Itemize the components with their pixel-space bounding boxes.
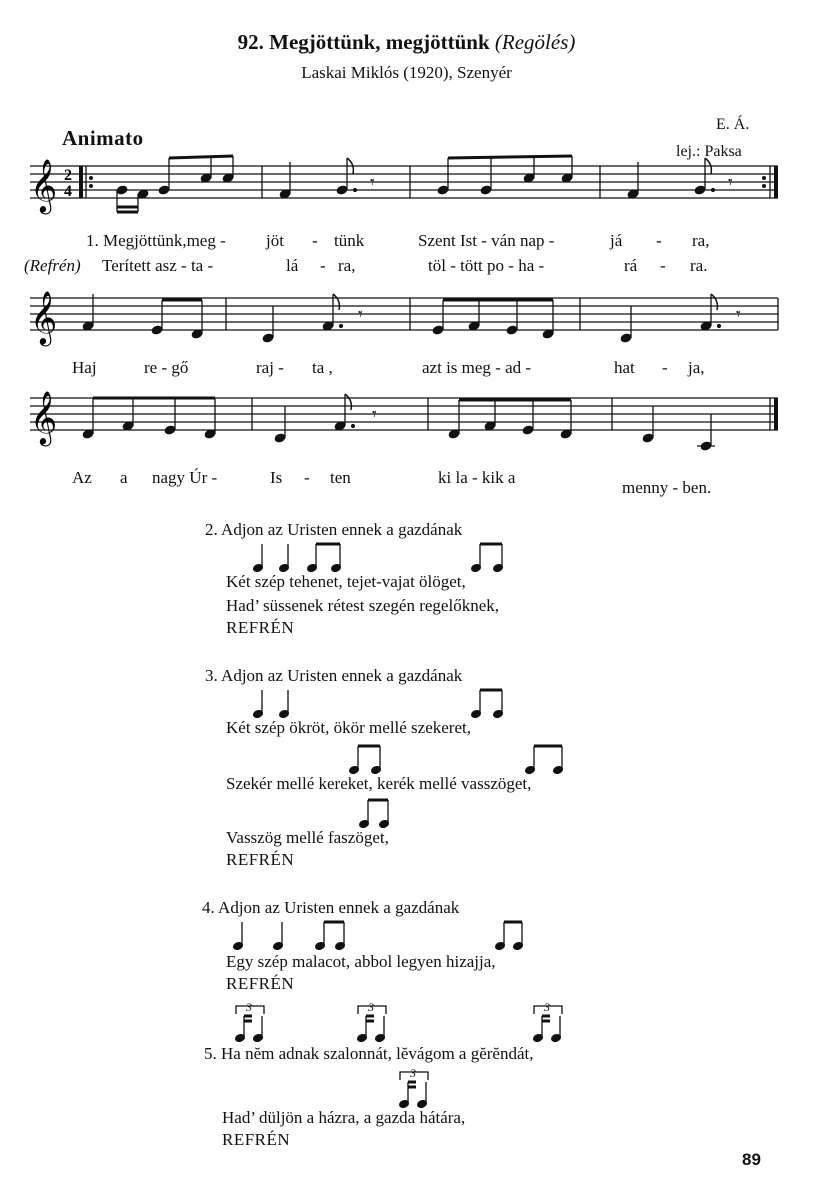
triplet-numeral: 3 xyxy=(544,1000,550,1014)
eighth-rest-icon: 𝄾 xyxy=(358,304,363,324)
verse-2-head: 2. Adjon az Uristen ennek a gazdának xyxy=(205,520,463,539)
lyric-1-seg-7: - xyxy=(656,231,662,250)
lyric-3-seg-7: - xyxy=(662,358,668,377)
credit-author: E. Á. xyxy=(716,116,750,133)
lyric-4-seg-1: Az xyxy=(72,468,92,487)
time-signature-bottom: 4 xyxy=(64,183,72,200)
lyric-2-seg-6: rá xyxy=(624,256,638,275)
verse-2-rhythm-marks xyxy=(240,540,520,574)
eighth-rest-icon: 𝄾 xyxy=(736,304,741,324)
lyric-4-seg-8: menny - ben. xyxy=(622,478,712,497)
measure-4 xyxy=(627,158,733,199)
measure-1 xyxy=(116,156,234,212)
triplet-numeral: 3 xyxy=(368,1000,374,1014)
lyric-1-seg-8: ra, xyxy=(692,231,710,250)
triplet-figure xyxy=(533,1000,562,1043)
verse-4-line-1: Egy szép malacot, abbol legyen hizajja, xyxy=(226,952,496,971)
triplet-numeral: 3 xyxy=(410,1066,416,1080)
verse-5-head: 5. Ha nĕm adnak szalonnát, lĕvágom a gĕrĕndát, xyxy=(204,1044,534,1063)
song-title xyxy=(0,30,813,55)
triplet-figure xyxy=(235,1000,264,1043)
verse-3-line-2: Szekér mellé kereket, kerék mellé vasszöget, xyxy=(226,774,532,793)
lyric-2-seg-8: ra. xyxy=(690,256,708,275)
verse-4-rhythm-marks xyxy=(224,918,534,952)
lyric-1-seg-6: já xyxy=(610,231,623,250)
verse-2-refrain: REFRÉN xyxy=(226,618,295,637)
lyric-2-seg-4: ra, xyxy=(338,256,356,275)
verse-3-head: 3. Adjon az Uristen ennek a gazdának xyxy=(205,666,463,685)
treble-clef-icon: 𝄞 xyxy=(30,390,58,444)
music-staff-3 xyxy=(0,382,813,472)
lyric-1-seg-5: Szent Ist - ván nap - xyxy=(418,231,555,250)
refrain-marker: (Refrén) xyxy=(24,256,81,275)
eighth-rest-icon: 𝄾 xyxy=(370,172,375,192)
song-subtitle: (Regölés) xyxy=(494,30,576,54)
lyric-4-seg-2: a xyxy=(120,468,128,487)
triplet-numeral: 3 xyxy=(246,1000,252,1014)
verse-3-rhythm-marks-1 xyxy=(240,686,520,720)
eighth-rest-icon: 𝄾 xyxy=(372,404,377,424)
measure-2 xyxy=(279,158,375,199)
eighth-rest-icon: 𝄾 xyxy=(728,172,733,192)
treble-clef-icon: 𝄞 xyxy=(30,290,58,344)
verse-3-line-3: Vasszög mellé faszöget, xyxy=(226,828,389,847)
verse-3-rhythm-marks-3 xyxy=(354,796,414,830)
tempo-marking: Animato xyxy=(62,126,144,150)
verse-3-refrain: REFRÉN xyxy=(226,850,295,869)
verse-3-rhythm-marks-2 xyxy=(340,742,580,776)
lyric-3-seg-4: ta , xyxy=(312,358,333,377)
lyric-1-seg-3: - xyxy=(312,231,318,250)
verse-5-triplet-marks xyxy=(228,1000,588,1046)
verse-5-triplet-marks-2 xyxy=(392,1066,452,1112)
lyric-3-seg-8: ja, xyxy=(688,358,705,377)
lyric-4-seg-5: - xyxy=(304,468,310,487)
song-source: Laskai Miklós (1920), Szenyér xyxy=(301,63,512,82)
triplet-figure xyxy=(357,1000,386,1043)
lyric-3-seg-6: hat xyxy=(614,358,635,377)
page-number: 89 xyxy=(742,1150,761,1169)
lyric-3-seg-3: raj - xyxy=(256,358,284,377)
lyric-1-seg-1: 1. Megjöttünk,meg - xyxy=(86,231,226,250)
music-staff-2 xyxy=(0,282,813,362)
lyric-3-seg-1: Haj xyxy=(72,358,97,377)
lyric-1-seg-4: tünk xyxy=(334,231,365,250)
treble-clef-icon: 𝄞 xyxy=(30,158,58,212)
lyric-2-seg-7: - xyxy=(660,256,666,275)
song-number-title: 92. Megjöttünk, megjöttünk xyxy=(237,30,490,54)
verse-2-line-1: Két szép tehenet, tejet-vajat ölöget, xyxy=(226,572,466,591)
credit-notation: lej.: Paksa xyxy=(676,143,742,160)
verse-5-line-1: Had’ düljön a házra, a gazda hátára, xyxy=(222,1108,466,1127)
time-signature-top: 2 xyxy=(64,167,72,184)
lyric-2-seg-2: lá xyxy=(286,256,299,275)
lyric-3-seg-5: azt is meg - ad - xyxy=(422,358,532,377)
verse-3-line-1: Két szép ökröt, ökör mellé szekeret, xyxy=(226,718,471,737)
lyric-3-seg-2: re - gő xyxy=(144,358,189,377)
lyric-4-seg-4: Is xyxy=(270,468,283,487)
lyric-1-seg-2: jöt xyxy=(266,231,284,250)
lyric-4-seg-6: ten xyxy=(330,468,351,487)
lyric-4-seg-7: ki la - kik a xyxy=(438,468,516,487)
lyric-4-seg-3: nagy Úr - xyxy=(152,468,218,487)
lyric-2-seg-1: Terített asz - ta - xyxy=(102,256,214,275)
verse-4-head: 4. Adjon az Uristen ennek a gazdának xyxy=(202,898,460,917)
lyric-2-seg-5: töl - tött po - ha - xyxy=(428,256,545,275)
measure-3 xyxy=(437,156,573,195)
lyric-2-seg-3: - xyxy=(320,256,326,275)
music-staff-1 xyxy=(0,150,813,230)
verse-5-refrain: REFRÉN xyxy=(222,1130,291,1149)
verse-2-line-2: Had’ süssenek rétest szegén regelőknek, xyxy=(226,596,499,615)
verse-4-refrain: REFRÉN xyxy=(226,974,295,993)
